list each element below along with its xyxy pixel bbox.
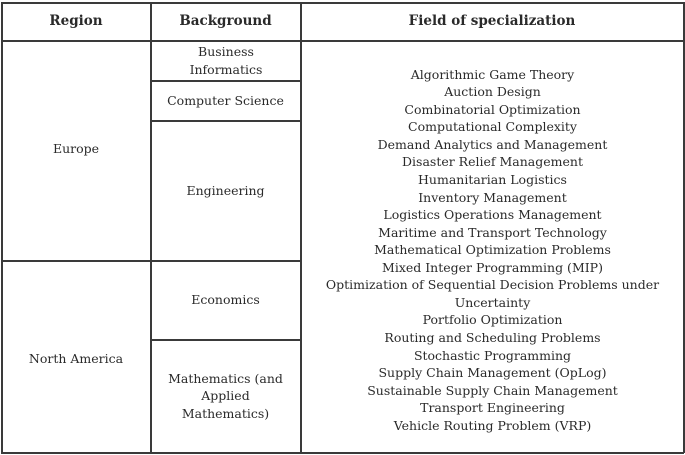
- field-item: Algorithmic Game Theory: [410, 66, 575, 82]
- field-item: Maritime and Transport Technology: [378, 224, 607, 240]
- field-item: Humanitarian Logistics: [418, 172, 567, 188]
- field-item: Mixed Integer Programming (MIP): [382, 259, 603, 275]
- field-item: Optimization of Sequential Decision Problems under Uncertainty: [325, 277, 660, 310]
- field-item: Routing and Scheduling Problems: [384, 329, 601, 345]
- field-item: Disaster Relief Management: [402, 154, 583, 170]
- background-engineering: Engineering: [186, 182, 265, 198]
- background-computer-science: Computer Science: [167, 92, 284, 108]
- field-item: Inventory Management: [418, 189, 567, 205]
- region-north-america: North America: [28, 350, 124, 366]
- background-mathematics: Mathematics (and Applied Mathematics): [168, 370, 283, 421]
- field-item: Computational Complexity: [408, 119, 577, 135]
- header-region: Region: [49, 12, 103, 29]
- field-item: Stochastic Programming: [413, 347, 572, 363]
- field-item: Demand Analytics and Management: [377, 136, 608, 152]
- field-item: Vehicle Routing Problem (VRP): [393, 417, 592, 433]
- background-business-informatics: Business Informatics: [189, 44, 263, 77]
- header-background: Background: [179, 12, 272, 29]
- field-item: Portfolio Optimization: [422, 312, 563, 328]
- field-item: Transport Engineering: [420, 400, 565, 416]
- field-item: Combinatorial Optimization: [404, 101, 581, 117]
- region-europe: Europe: [52, 140, 100, 156]
- field-item: Mathematical Optimization Problems: [374, 242, 611, 258]
- header-field: Field of specialization: [408, 12, 576, 29]
- field-item: Auction Design: [444, 84, 541, 100]
- field-item: Logistics Operations Management: [383, 207, 602, 223]
- background-economics: Economics: [191, 292, 260, 308]
- field-item: Sustainable Supply Chain Management: [367, 382, 618, 398]
- field-item: Supply Chain Management (OpLog): [378, 365, 607, 381]
- fields-of-specialization: [301, 41, 684, 453]
